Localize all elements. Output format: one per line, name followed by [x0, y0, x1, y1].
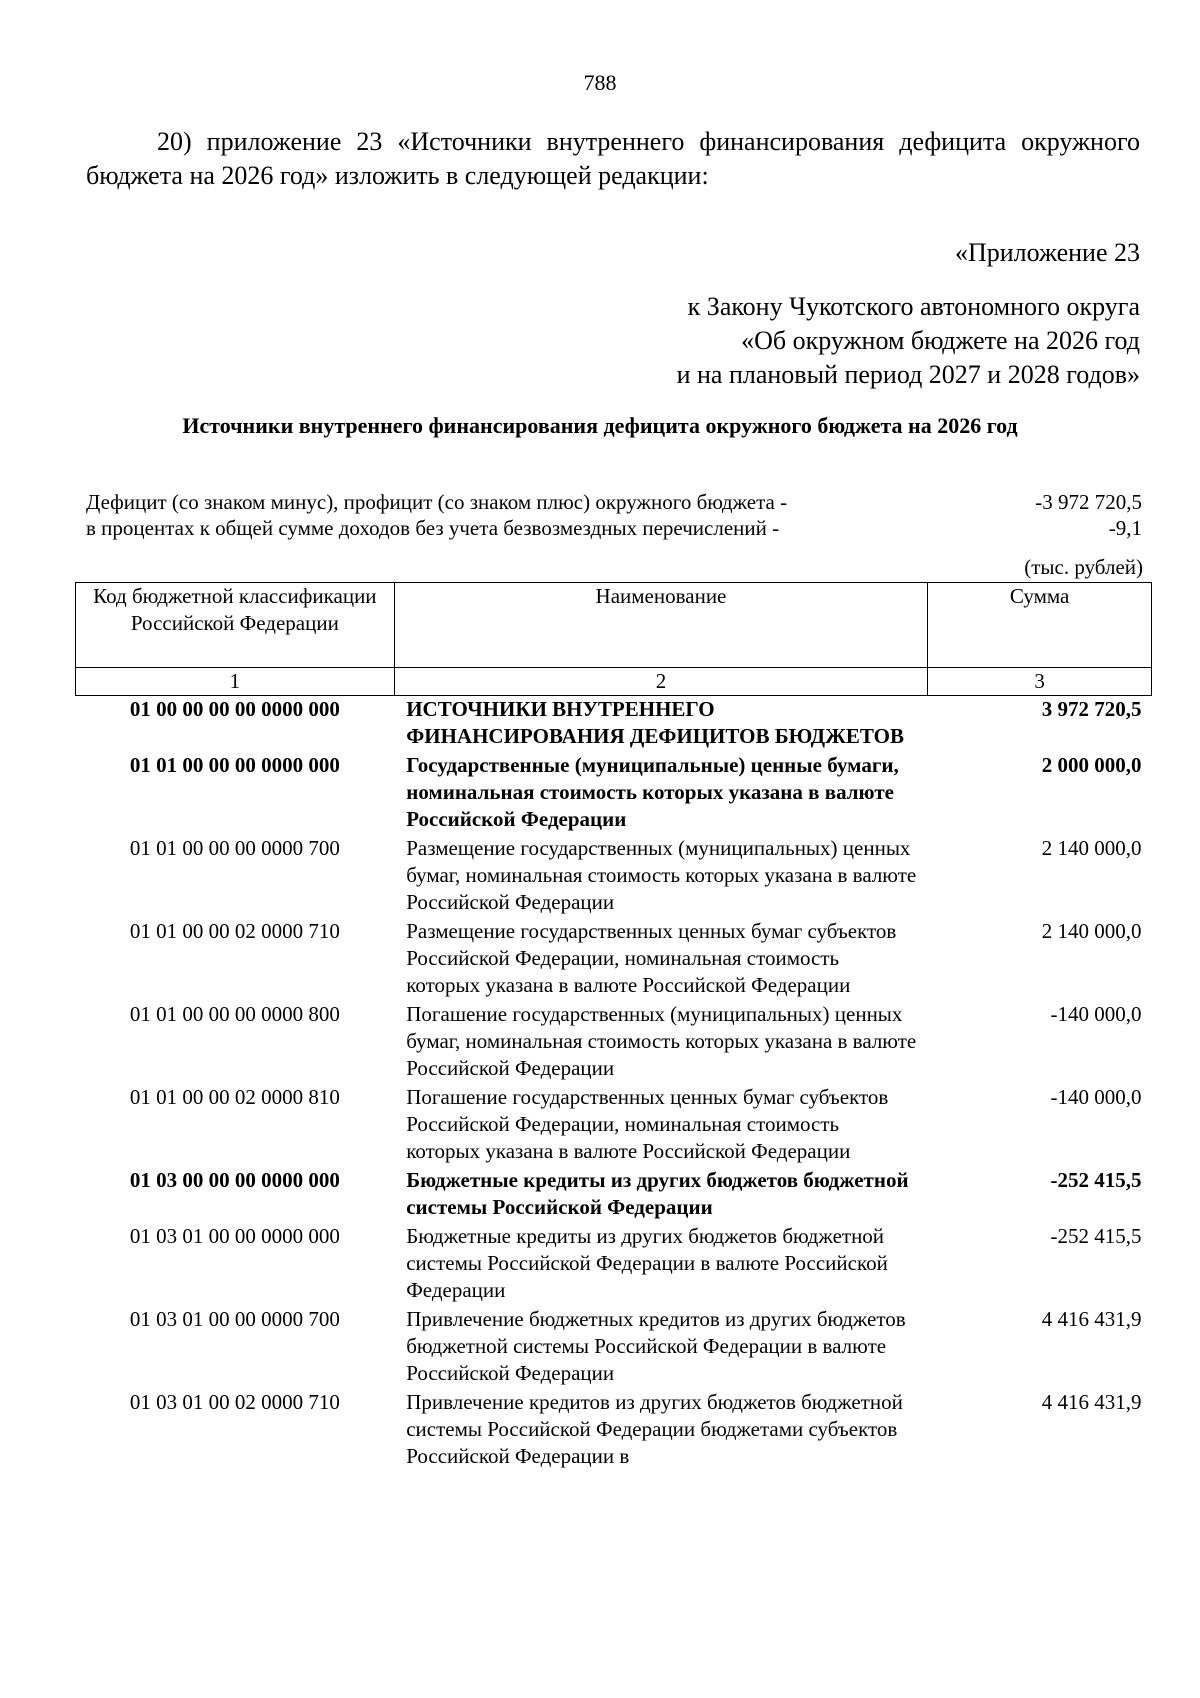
column-number-row — [76, 668, 1152, 696]
row-code: 01 01 00 00 02 0000 710 — [129, 919, 340, 943]
row-name: Государственные (муниципальные) ценные бумаги, номинальная стоимость которых указана в валюте Российской Федерации — [406, 753, 899, 831]
table-row — [76, 1167, 1152, 1223]
row-sum: 3 972 720,5 — [1041, 697, 1142, 721]
row-sum: -252 415,5 — [1050, 1224, 1142, 1248]
page-number: 788 — [583, 70, 617, 95]
row-code: 01 00 00 00 00 0000 000 — [129, 697, 340, 721]
row-sum: 4 416 431,9 — [1041, 1307, 1142, 1331]
row-sum: -140 000,0 — [1050, 1002, 1142, 1026]
row-sum: 2 140 000,0 — [1041, 919, 1142, 943]
deficit-label: Дефицит (со знаком минус), профицит (со знаком плюс) окружного бюджета - — [86, 490, 788, 514]
deficit-row — [86, 489, 1142, 515]
row-name: ИСТОЧНИКИ ВНУТРЕННЕГО ФИНАНСИРОВАНИЯ ДЕФИЦИТОВ БЮДЖЕТОВ — [406, 697, 904, 748]
table-row — [76, 1306, 1152, 1389]
budget-table — [75, 582, 1152, 1472]
row-code: 01 01 00 00 02 0000 810 — [129, 1085, 340, 1109]
row-name: Размещение государственных ценных бумаг субъектов Российской Федерации, номинальная стоимость которых указана в валюте Российской Федерации — [406, 919, 897, 997]
header-sum: Сумма — [928, 583, 1152, 668]
row-name: Привлечение кредитов из других бюджетов бюджетной системы Российской Федерации бюджетами субъектов Российской Федерации в — [406, 1390, 903, 1468]
table-row — [76, 752, 1152, 835]
table-row — [76, 1389, 1152, 1472]
row-name: Погашение государственных (муниципальных) ценных бумаг, номинальная стоимость которых указана в валюте Российской Федерации — [406, 1002, 917, 1080]
row-code: 01 03 01 00 00 0000 000 — [129, 1224, 340, 1248]
deficit-percent-row — [86, 515, 1142, 541]
table-header-row — [76, 583, 1152, 668]
row-code: 01 03 00 00 00 0000 000 — [129, 1168, 340, 1192]
header-code: Код бюджетной классификации Российской Федерации — [76, 583, 395, 668]
row-sum: -252 415,5 — [1050, 1168, 1142, 1192]
deficit-percent-value: -9,1 — [1108, 516, 1142, 540]
row-code: 01 01 00 00 00 0000 700 — [129, 836, 340, 860]
deficit-percent-label: в процентах к общей сумме доходов без учета безвозмездных перечислений - — [86, 516, 780, 540]
header-name: Наименование — [394, 583, 928, 668]
row-name: Привлечение бюджетных кредитов из других бюджетов бюджетной системы Российской Федерации в валюте Российской Федерации — [406, 1307, 906, 1385]
row-sum: -140 000,0 — [1050, 1085, 1142, 1109]
row-name: Размещение государственных (муниципальных) ценных бумаг, номинальная стоимость которых указана в валюте Российской Федерации — [406, 836, 917, 914]
column-number: 3 — [928, 668, 1152, 696]
appendix-title: «Приложение 23 — [954, 238, 1140, 267]
row-name: Бюджетные кредиты из других бюджетов бюджетной системы Российской Федерации в валюте Российской Федерации — [406, 1224, 888, 1302]
appendix-line-1: к Закону Чукотского автономного округа — [687, 292, 1140, 321]
row-name: Погашение государственных ценных бумаг субъектов Российской Федерации, номинальная стоимость которых указана в валюте Российской Федерации — [406, 1085, 889, 1163]
row-sum: 2 000 000,0 — [1041, 753, 1142, 777]
appendix-line-2: «Об окружном бюджете на 2026 год — [741, 326, 1140, 355]
row-sum: 2 140 000,0 — [1041, 836, 1142, 860]
row-code: 01 01 00 00 00 0000 000 — [129, 753, 340, 777]
document-title: Источники внутреннего финансирования дефицита окружного бюджета на 2026 год — [182, 413, 1018, 438]
table-row — [76, 1084, 1152, 1167]
row-name: Бюджетные кредиты из других бюджетов бюджетной системы Российской Федерации — [406, 1168, 909, 1219]
deficit-value: -3 972 720,5 — [1035, 490, 1142, 514]
appendix-reference — [677, 290, 1140, 392]
units-label: (тыс. рублей) — [1024, 555, 1143, 579]
row-sum: 4 416 431,9 — [1041, 1390, 1142, 1414]
row-code: 01 03 01 00 02 0000 710 — [129, 1390, 340, 1414]
table-row — [76, 1223, 1152, 1306]
column-number: 2 — [394, 668, 928, 696]
appendix-line-3: и на плановый период 2027 и 2028 годов» — [676, 360, 1140, 389]
table-row — [76, 835, 1152, 918]
row-code: 01 03 01 00 00 0000 700 — [129, 1307, 340, 1331]
intro-text: 20) приложение 23 «Источники внутреннего финансирования дефицита окружного бюджета на 2026 год» изложить в следующей редакции: — [86, 127, 1140, 190]
row-code: 01 01 00 00 00 0000 800 — [129, 1002, 340, 1026]
table-row — [76, 918, 1152, 1001]
column-number: 1 — [76, 668, 395, 696]
intro-paragraph — [86, 125, 1140, 193]
table-row — [76, 696, 1152, 753]
table-row — [76, 1001, 1152, 1084]
